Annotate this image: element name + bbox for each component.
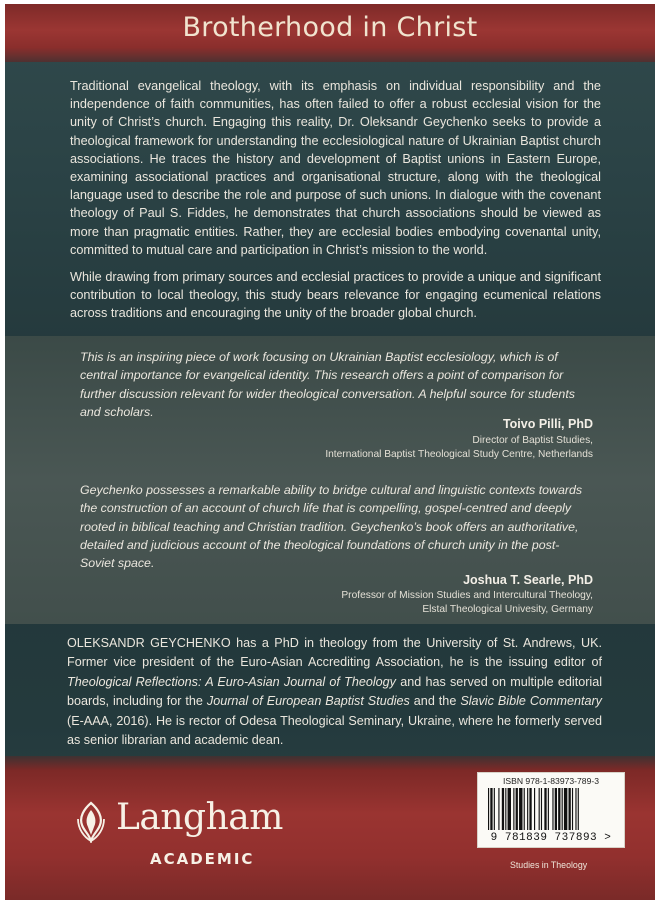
barcode-bar	[558, 788, 560, 830]
endorser-name-2: Joshua T. Searle, PhD	[463, 573, 593, 587]
isbn-label: ISBN 978-1-83973-789-3	[502, 776, 600, 786]
barcode-bar	[552, 788, 553, 830]
barcode-bar	[494, 788, 495, 830]
barcode-bar	[534, 788, 535, 830]
barcode-bar	[490, 788, 492, 830]
endorser-affiliation-1a: Director of Baptist Studies,	[472, 435, 593, 446]
barcode-bar	[564, 788, 567, 830]
endorsement-quote-2: Geychenko possesses a remarkable ability to bridge cultural and linguistic contexts towards the construction of an account of church life that is compelling, gospel-centred and deeply rooted in biblical teaching and Christian tradition. Geychenko’s book offers an authoritative, detailed and judicious account of the theological foundations of church unity in the post-Soviet space.	[80, 483, 583, 571]
logo-wordmark: Langham	[116, 797, 283, 838]
barcode-bar	[516, 788, 518, 830]
bio-journal-3: Slavic Bible Commentary	[460, 694, 602, 709]
description-paragraph-2: While drawing from primary sources and ecclesial practices to provide a unique and significant contribution to local theology, this study bears relevance for engaging ecumenical relations across traditions and encouraging the unity of the broader global church.	[70, 270, 601, 321]
barcode-bar	[555, 788, 557, 830]
barcode-bar	[562, 788, 563, 830]
barcode-bar	[575, 788, 576, 830]
barcode-bar	[513, 788, 514, 830]
barcode-bar	[544, 788, 546, 830]
bio-text-3: and the	[409, 694, 461, 709]
author-bio	[67, 634, 602, 750]
endorsement-quote-1: This is an inspiring piece of work focusing on Ukrainian Baptist ecclesiology, which is of central importance for evangelical identity. This research offers a point of comparison for further discussion relevant for wider theological conversation. A helpful source for students and scholars.	[80, 350, 575, 419]
barcode-bar	[569, 788, 571, 830]
barcode-bars	[488, 788, 614, 830]
barcode-bar	[519, 788, 522, 830]
barcode-bar	[578, 788, 579, 830]
barcode-bar	[529, 788, 531, 830]
endorser-affiliation-2a: Professor of Mission Studies and Intercultural Theology,	[341, 590, 593, 601]
barcode-box	[477, 772, 625, 848]
barcode-bar	[541, 788, 542, 830]
langham-logo	[70, 799, 300, 874]
book-title: Brotherhood in Christ	[182, 12, 478, 43]
barcode-bar	[498, 788, 499, 830]
barcode-bar	[572, 788, 573, 830]
bio-journal-1: Theological Reflections: A Euro-Asian Journal of Theology	[67, 674, 396, 689]
back-cover	[5, 4, 655, 900]
logo-imprint: ACADEMIC	[150, 850, 255, 868]
series-label: Studies in Theology	[510, 860, 588, 870]
barcode-bar	[548, 788, 549, 830]
barcode-bar	[527, 788, 528, 830]
langham-flame-icon	[70, 801, 112, 843]
barcode-bar	[524, 788, 525, 830]
bio-text-4: (E-AAA, 2016). He is rector of Odesa Theological Seminary, Ukraine, where he formerly served as senior librarian and academic dean.	[67, 713, 602, 748]
bio-text-1: OLEKSANDR GEYCHENKO has a PhD in theology from the University of St. Andrews, UK. Former vice president of the Euro-Asian Accrediting Association, he is the issuing editor of	[67, 636, 602, 670]
barcode-bar	[488, 788, 489, 830]
barcode-bar	[502, 788, 504, 830]
bio-text-2: and has served on multiple editorial boards, including for the	[67, 674, 602, 709]
description-paragraph-1: Traditional evangelical theology, with its emphasis on individual responsibility and the independence of faith communities, has often failed to offer a robust ecclesial vision for the unity of Christ’s church. Engaging this reality, Dr. Oleksandr Geychenko seeks to provide a theological framework for understanding the ecclesiological nature of Ukrainian Baptist church associations. He traces the history and development of Baptist unions in Eastern Europe, examining associational practices and organisational structure, along with the theological language used to describe the role and purpose of such unions. In dialogue with the covenant theology of Paul S. Fiddes, he demonstrates that church associations should be viewed as more than pragmatic entities. Rather, they are ecclesial bodies embodying covenantal unity, committed to mutual care and participation in Christ’s mission to the world.	[70, 79, 601, 257]
endorser-affiliation-1b: International Baptist Theological Study Centre, Netherlands	[325, 449, 593, 460]
barcode-bar	[539, 788, 540, 830]
barcode-digits: 9 781839 737893 >	[490, 832, 612, 844]
endorser-name-1: Toivo Pilli, PhD	[502, 417, 593, 431]
endorser-affiliation-2b: Elstal Theological Univesity, Germany	[422, 604, 593, 615]
barcode-bar	[505, 788, 506, 830]
barcode-bar	[508, 788, 511, 830]
bio-journal-2: Journal of European Baptist Studies	[206, 694, 410, 709]
